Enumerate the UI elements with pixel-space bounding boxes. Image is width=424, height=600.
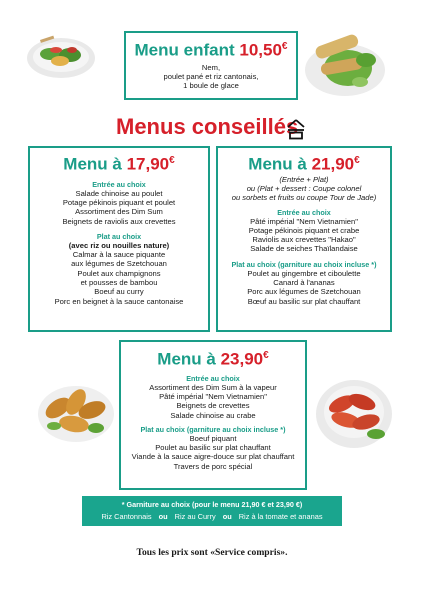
list-item: Pâté impérial "Nem Vietnamien" — [250, 216, 358, 226]
menu-2390-label: Menu à — [157, 349, 216, 369]
list-item: Viande à la sauce aigre-douce sur plat chauffant — [131, 452, 295, 462]
menu-2390-entrees — [121, 383, 305, 420]
list-item: Bœuf au basilic sur plat chauffant — [247, 296, 361, 306]
menu-enfant-line: poulet pané et riz cantonais, — [163, 71, 259, 81]
dish-photo-spring-rolls — [302, 30, 388, 102]
menu-2390-entree-label: Entrée au choix — [186, 373, 240, 383]
menu-2190-entree-label: Entrée au choix — [277, 207, 331, 217]
dish-photo-grilled-prawns — [314, 372, 394, 452]
menu-2190-price: 21,90 — [311, 154, 355, 174]
menu-2190-title — [218, 151, 390, 175]
list-item: aux légumes de Szetchouan — [71, 259, 167, 269]
menu-2390-plats — [121, 434, 305, 471]
menu-2390-title — [121, 346, 305, 370]
list-item: et pousses de bambou — [80, 278, 158, 288]
list-item: Porc aux légumes de Szetchouan — [247, 287, 361, 297]
menu-enfant-box — [124, 31, 298, 100]
menu-2190-sub1: (Entrée + Plat) — [279, 174, 329, 184]
menu-enfant-currency: € — [281, 41, 288, 52]
list-item: Poulet aux champignons — [77, 268, 161, 278]
dish-photo-salad — [26, 32, 96, 80]
list-item: Calmar à la sauce piquante — [72, 250, 166, 260]
list-item: Poulet au gingembre et ciboulette — [247, 268, 361, 278]
menu-1790-price: 17,90 — [126, 154, 170, 174]
list-item: Pâté impérial "Nem Vietnamien" — [159, 391, 267, 401]
list-item: Boeuf au curry — [94, 287, 144, 297]
menu-enfant-label: Menu enfant — [134, 40, 235, 60]
menu-2190-entrees — [218, 217, 390, 254]
list-item: Salade chinoise au poulet — [75, 188, 163, 198]
list-item: Raviolis aux crevettes "Hakao" — [252, 235, 356, 245]
list-item: Assortiment des Dim Sum à la vapeur — [149, 382, 277, 392]
menu-1790-entrees — [30, 189, 208, 226]
garniture-band — [82, 496, 342, 526]
menu-2190-sub3: ou sorbets et fruits ou coupe Tour de Jade) — [231, 193, 377, 203]
menu-2390-price: 23,90 — [220, 349, 264, 369]
menu-enfant-line: 1 boule de glace — [183, 81, 239, 91]
menu-enfant-price: 10,50 — [239, 40, 282, 60]
menu-2190-label: Menu à — [248, 154, 307, 174]
menu-1790-box — [28, 146, 210, 332]
menu-enfant-line: Nem, — [201, 62, 221, 72]
list-item: Porc en beignet à la sauce cantonaise — [54, 296, 184, 306]
menu-1790-label: Menu à — [63, 154, 122, 174]
menu-1790-currency: € — [169, 155, 175, 166]
menu-2190-currency: € — [354, 155, 360, 166]
menu-2390-currency: € — [263, 350, 269, 361]
list-item: Beignets de crevettes — [176, 401, 250, 411]
garniture-or-2: ou — [222, 512, 232, 521]
list-item: Assortiment des Dim Sum — [75, 207, 163, 217]
list-item: Potage pékinois piquant et crabe — [248, 225, 360, 235]
chinese-character-glyph — [285, 118, 307, 140]
garniture-or-1: ou — [158, 512, 168, 521]
list-item: Boeuf piquant — [189, 433, 237, 443]
menu-1790-plat-note: (avec riz ou nouilles nature) — [68, 240, 170, 250]
list-item: Canard à l'ananas — [273, 278, 335, 288]
list-item: Salade de seiches Thaïlandaise — [250, 244, 358, 254]
list-item: Potage pékinois piquant et poulet — [62, 197, 176, 207]
footer-note: Tous les prix sont «Service compris». — [136, 547, 288, 558]
menu-2190-plats — [218, 269, 390, 306]
menu-2390-box — [119, 340, 307, 490]
menu-2390-plat-label: Plat au choix (garniture au choix incluse *) — [140, 424, 286, 434]
menu-enfant-lines — [126, 63, 296, 91]
menu-2190-sub2: ou (Plat + dessert : Coupe colonel — [246, 183, 362, 193]
list-item: Travers de porc spécial — [173, 461, 253, 471]
menu-1790-plat-label: Plat au choix — [96, 231, 142, 241]
menu-1790-title — [30, 151, 208, 175]
list-item: Poulet au basilic sur plat chauffant — [155, 443, 271, 453]
garniture-option-1: Riz Cantonnais — [101, 512, 152, 521]
menu-2190-plat-label: Plat au choix (garniture au choix incluse *) — [231, 259, 377, 269]
list-item: Salade chinoise au crabe — [170, 410, 256, 420]
list-item: Beignets de raviolis aux crevettes — [62, 216, 176, 226]
garniture-option-3: Riz à la tomate et ananas — [238, 512, 323, 521]
menu-enfant-title — [126, 37, 296, 61]
menu-1790-plats — [30, 250, 208, 306]
garniture-options — [82, 512, 342, 521]
garniture-title: * Garniture au choix (pour le menu 21,90 € et 23,90 €) — [121, 500, 303, 509]
menu-2190-box — [216, 146, 392, 332]
dish-photo-fried-shrimp — [36, 374, 116, 446]
garniture-option-2: Riz au Curry — [174, 512, 216, 521]
headline: Menus conseillés — [116, 114, 299, 139]
menu-1790-entree-label: Entrée au choix — [92, 179, 146, 189]
